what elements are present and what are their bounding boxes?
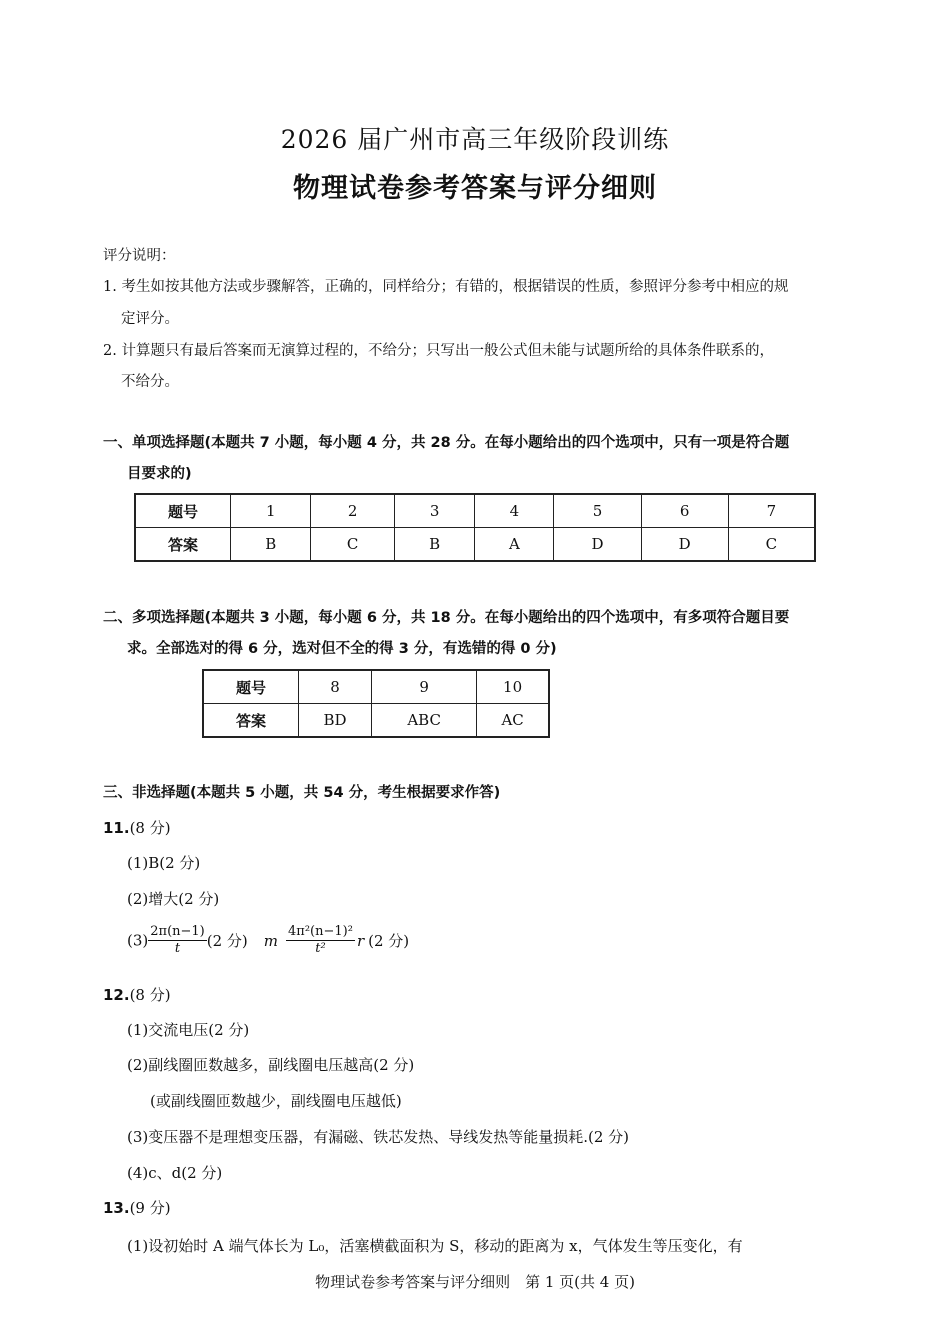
table-cell: ABC: [372, 704, 477, 738]
question-score: (8 分): [129, 986, 171, 1004]
table-cell: AC: [477, 704, 549, 738]
table-cell: 3: [394, 494, 474, 528]
q12-part-2-alt: (或副线圈匝数越少，副线圈电压越低): [150, 1092, 402, 1110]
section1-answer-table: [134, 493, 816, 562]
page-footer: 物理试卷参考答案与评分细则 第 1 页(共 4 页): [315, 1273, 635, 1291]
section2-heading: 二、多项选择题(本题共 3 小题，每小题 6 分，共 18 分。在每小题给出的四个选项中，有多项符合题目要: [103, 610, 790, 626]
question-score: (9 分): [129, 1199, 171, 1217]
question-number: 11.: [103, 819, 130, 837]
q11-part-3: [127, 924, 409, 957]
table-cell: B: [394, 528, 474, 562]
fraction-numerator: 2π(n−1): [150, 924, 205, 939]
table-cell: B: [231, 528, 311, 562]
table-row-answers: [135, 528, 815, 562]
q12-part-2: (2)副线圈匝数越多，副线圈电压越高(2 分): [127, 1056, 415, 1074]
mass-symbol: m: [263, 931, 279, 950]
part-prefix: (3): [127, 931, 149, 950]
question-12-header: [103, 984, 171, 1005]
table-cell: D: [554, 528, 641, 562]
fraction-denominator: t²: [315, 941, 326, 956]
scoring-note-1-cont: 定评分。: [121, 311, 179, 327]
q12-part-3: (3)变压器不是理想变压器，有漏磁、铁芯发热、导线发热等能量损耗.(2 分): [127, 1128, 630, 1146]
section1-heading-cont: 目要求的): [127, 466, 192, 482]
title-line-1: 2026 届广州市高三年级阶段训练: [280, 125, 670, 154]
table-row-questions: [203, 670, 549, 704]
table-header-answer: 答案: [203, 704, 299, 738]
scoring-note-2: 2. 计算题只有最后答案而无演算过程的，不给分；只写出一般公式但未能与试题所给的具体条件联系的，: [103, 343, 774, 359]
table-cell: BD: [299, 704, 372, 738]
q13-part-1: (1)设初始时 A 端气体长为 L₀，活塞横截面积为 S，移动的距离为 x，气体发生等压变化，有: [127, 1237, 743, 1255]
table-cell: 9: [372, 670, 477, 704]
question-score: (8 分): [129, 819, 171, 837]
part-score: (2 分): [368, 932, 410, 950]
fraction-denominator: t: [174, 941, 181, 956]
table-cell: 5: [554, 494, 641, 528]
table-cell: 7: [728, 494, 815, 528]
table-header-question-no: 题号: [203, 670, 299, 704]
part-score: (2 分): [206, 932, 248, 950]
radius-symbol: r: [356, 931, 365, 950]
question-number: 13.: [103, 1199, 130, 1217]
table-cell: 6: [641, 494, 728, 528]
section1-heading: 一、单项选择题(本题共 7 小题，每小题 4 分，共 28 分。在每小题给出的四个选项中，只有一项是符合题: [103, 435, 790, 451]
section2-heading-cont: 求。全部选对的得 6 分，选对但不全的得 3 分，有选错的得 0 分): [127, 641, 557, 657]
scoring-note-2-cont: 不给分。: [121, 374, 179, 390]
q12-part-4: (4)c、d(2 分): [127, 1164, 223, 1182]
question-number: 12.: [103, 986, 130, 1004]
table-cell: 2: [311, 494, 394, 528]
question-11-header: [103, 817, 171, 838]
table-cell: A: [475, 528, 554, 562]
table-cell: 4: [475, 494, 554, 528]
question-13-header: [103, 1197, 171, 1218]
fraction-numerator: 4π²(n−1)²: [288, 924, 353, 939]
fraction-angular-velocity: [148, 924, 207, 957]
section2-answer-table: [202, 669, 550, 738]
q11-part-2: (2)增大(2 分): [127, 890, 220, 908]
table-cell: 8: [299, 670, 372, 704]
q11-part-1: (1)B(2 分): [127, 854, 201, 872]
table-header-question-no: 题号: [135, 494, 231, 528]
table-header-answer: 答案: [135, 528, 231, 562]
table-cell: 1: [231, 494, 311, 528]
table-cell: 10: [477, 670, 549, 704]
table-row-questions: [135, 494, 815, 528]
table-row-answers: [203, 704, 549, 738]
fraction-force: [286, 924, 355, 957]
section3-heading: 三、非选择题(本题共 5 小题，共 54 分，考生根据要求作答): [103, 785, 501, 801]
document-title: 物理试卷参考答案与评分细则: [293, 173, 657, 204]
table-cell: D: [641, 528, 728, 562]
q12-part-1: (1)交流电压(2 分): [127, 1021, 250, 1039]
table-cell: C: [728, 528, 815, 562]
table-cell: C: [311, 528, 394, 562]
scoring-notes-heading: 评分说明：: [103, 248, 176, 264]
scoring-note-1: 1. 考生如按其他方法或步骤解答，正确的，同样给分；有错的，根据错误的性质，参照评分参考中相应的规: [103, 279, 789, 295]
